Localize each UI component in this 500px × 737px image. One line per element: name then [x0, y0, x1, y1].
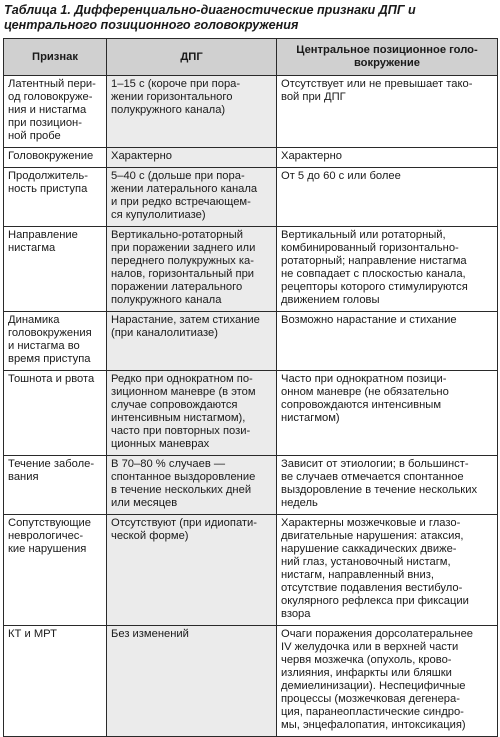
central-cell: Часто при однократном позици- онном маневре (не обязательно сопровождаются интенсивным нистагмом): [277, 371, 498, 456]
table-row: [4, 148, 498, 168]
dpg-cell: Без изменений: [107, 626, 277, 737]
row-label: Продолжитель- ность приступа: [4, 168, 107, 227]
central-cell: Очаги поражения дорсолатеральнее IV желудочка или в верхней части червя мозжечка (опухоль, крово- излияния, инфаркты или бляшки демиелинизации). Неспецифичные процессы (мозжечковая дегенера- ция, паранеопластические синдро- мы, энцефалопатия, интоксикация): [277, 626, 498, 737]
dpg-cell: Редко при однократном по- зиционном маневре (в этом случае сопровождаются интенсивным нистагмом), часто при повторных пози- ционных маневрах: [107, 371, 277, 456]
header-central: Центральное позиционное голо- вокружение: [277, 39, 498, 76]
table-row: [4, 168, 498, 227]
row-label: Сопутствующие неврологичес- кие нарушения: [4, 515, 107, 626]
row-label: Течение заболе- вания: [4, 456, 107, 515]
table-row: [4, 626, 498, 737]
dpg-cell: Нарастание, затем стихание (при каналолитиазе): [107, 312, 277, 371]
central-cell: Зависит от этиологии; в большинст- ве случаев отмечается спонтанное выздоровление в течение нескольких недель: [277, 456, 498, 515]
table-row: [4, 76, 498, 148]
table-row: [4, 515, 498, 626]
dpg-cell: Отсутствуют (при идиопати- ческой форме): [107, 515, 277, 626]
central-cell: Характерны мозжечковые и глазо- двигательные нарушения: атаксия, нарушение саккадических движе- ний глаз, установочный нистагм, нистагм, направленный вниз, отсутствие подавления вестибуло- окулярного рефлекса при фиксации взора: [277, 515, 498, 626]
row-label: Латентный пери- од головокруже- ния и нистагма при позицион- ной пробе: [4, 76, 107, 148]
dpg-cell: Характерно: [107, 148, 277, 168]
row-label: КТ и МРТ: [4, 626, 107, 737]
dpg-cell: 1–15 с (короче при пора- жении горизонтального полукружного канала): [107, 76, 277, 148]
row-label: Динамика головокружения и нистагма во время приступа: [4, 312, 107, 371]
header-sign: Признак: [4, 39, 107, 76]
table-row: [4, 456, 498, 515]
row-label: Головокружение: [4, 148, 107, 168]
table-header-row: [4, 39, 498, 76]
central-cell: Возможно нарастание и стихание: [277, 312, 498, 371]
diagnostic-table: [3, 38, 498, 737]
table-row: [4, 371, 498, 456]
dpg-cell: 5–40 с (дольше при пора- жении латерального канала и при редко встречающем- ся купулолитиазе): [107, 168, 277, 227]
table-caption: Таблица 1. Дифференциально-диагностические признаки ДПГ и центрального позиционного головокружения: [4, 3, 416, 32]
dpg-cell: В 70–80 % случаев — спонтанное выздоровление в течение нескольких дней или месяцев: [107, 456, 277, 515]
central-cell: От 5 до 60 с или более: [277, 168, 498, 227]
row-label: Направление нистагма: [4, 227, 107, 312]
central-cell: Вертикальный или ротаторный, комбинированный горизонтально- ротаторный; направление нистагма не совпадает с плоскостью канала, рецепторы которого стимулируются движением головы: [277, 227, 498, 312]
header-dpg: ДПГ: [107, 39, 277, 76]
central-cell: Отсутствует или не превышает тако- вой при ДПГ: [277, 76, 498, 148]
row-label: Тошнота и рвота: [4, 371, 107, 456]
central-cell: Характерно: [277, 148, 498, 168]
dpg-cell: Вертикально-ротаторный при поражении заднего или переднего полукружных ка- налов, горизонтальный при поражении латерального полукружного канала: [107, 227, 277, 312]
table-row: [4, 312, 498, 371]
table-row: [4, 227, 498, 312]
